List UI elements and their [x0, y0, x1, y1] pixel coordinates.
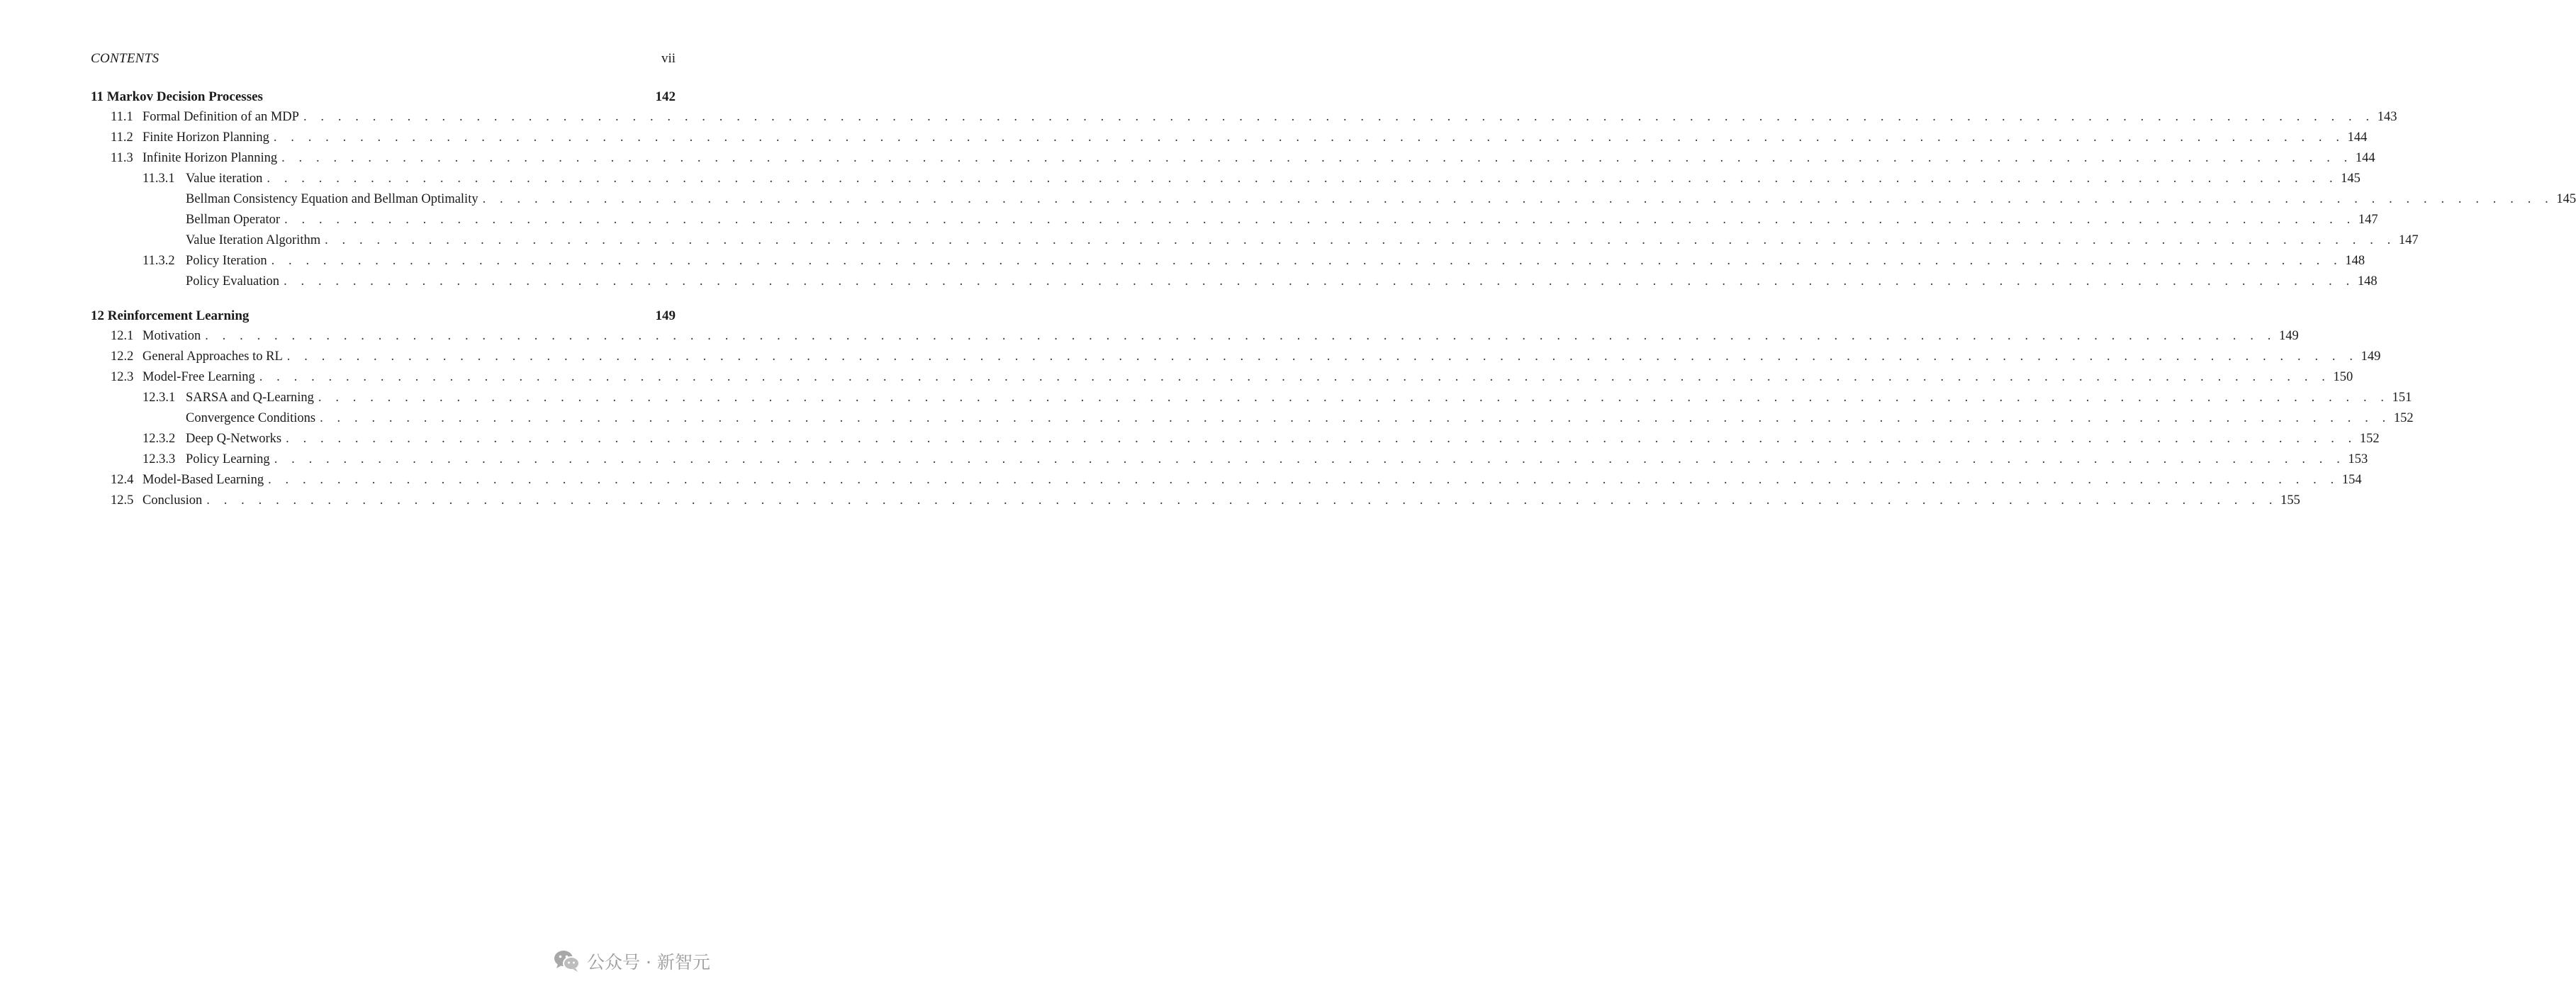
- toc-entry: [91, 172, 2361, 192]
- entry-title: Value iteration: [186, 172, 263, 186]
- chapter-title: 12 Reinforcement Learning: [91, 308, 250, 323]
- entry-number: 11.3: [111, 151, 133, 165]
- entry-page-number: 154: [2341, 473, 2362, 487]
- toc-chapter: [91, 89, 676, 110]
- dot-leader: . . . . . . . . . . . . . . . . . . . . . . . . . . . . . . . . . . . . . . . . . . . . . . . . . . . . . . . . . . . . . . . . . . . . . . . . . . . . . . . . . . . . . . . . . . . . . . . . . . . . . . . . . . . . . . . . . . . . . . . .: [284, 274, 2355, 289]
- dot-leader: . . . . . . . . . . . . . . . . . . . . . . . . . . . . . . . . . . . . . . . . . . . . . . . . . . . . . . . . . . . . . . . . . . . . . . . . . . . . . . . . . . . . . . . . . . . . . . . . . . . . . . . . . . . . . . . . . . . . . . . .: [318, 391, 2390, 405]
- toc-entry: [91, 473, 2362, 493]
- dot-leader: . . . . . . . . . . . . . . . . . . . . . . . . . . . . . . . . . . . . . . . . . . . . . . . . . . . . . . . . . . . . . . . . . . . . . . . . . . . . . . . . . . . . . . . . . . . . . . . . . . . . . . . . . . . . . . . . . . . . . . . .: [259, 370, 2331, 384]
- entry-number: 12.3.2: [142, 432, 176, 446]
- dot-leader: . . . . . . . . . . . . . . . . . . . . . . . . . . . . . . . . . . . . . . . . . . . . . . . . . . . . . . . . . . . . . . . . . . . . . . . . . . . . . . . . . . . . . . . . . . . . . . . . . . . . . . . . . . . . . . . . . . . . . . . .: [268, 473, 2339, 487]
- watermark-text: 公众号 · 新智元: [587, 952, 710, 973]
- entry-page-number: 147: [2398, 233, 2419, 247]
- entry-title: Formal Definition of an MDP: [142, 110, 299, 124]
- dot-leader: . . . . . . . . . . . . . . . . . . . . . . . . . . . . . . . . . . . . . . . . . . . . . . . . . . . . . . . . . . . . . . . . . . . . . . . . . . . . . . . . . . . . . . . . . . . . . . . . . . . . . . . . . . . . . . . . . . . . . . . .: [482, 192, 2554, 206]
- running-header: [91, 51, 676, 71]
- toc-entry: [91, 213, 2378, 233]
- entry-page-number: 153: [2348, 452, 2368, 466]
- toc-entry: [91, 411, 2414, 432]
- entry-page-number: 148: [2357, 274, 2378, 289]
- entry-page-number: 151: [2392, 391, 2412, 405]
- toc-entry: [91, 432, 2380, 452]
- entry-title: SARSA and Q-Learning: [186, 391, 314, 405]
- entry-number: 11.2: [111, 130, 133, 145]
- toc-entry: [91, 349, 2381, 370]
- running-title: CONTENTS: [91, 51, 159, 66]
- entry-title: Value Iteration Algorithm: [186, 233, 321, 247]
- entry-page-number: 144: [2347, 130, 2368, 145]
- chapter-title: 11 Markov Decision Processes: [91, 89, 263, 104]
- toc-entry: [91, 493, 2300, 514]
- toc-entry: [91, 110, 2397, 130]
- entry-title: Convergence Conditions: [186, 411, 316, 425]
- entry-page-number: 150: [2333, 370, 2353, 384]
- entry-title: Model-Based Learning: [142, 473, 264, 487]
- entry-page-number: 145: [2556, 192, 2576, 206]
- toc-entry: [91, 370, 2353, 391]
- entry-number: 12.3: [111, 370, 134, 384]
- entry-number: 12.5: [111, 493, 134, 508]
- dot-leader: . . . . . . . . . . . . . . . . . . . . . . . . . . . . . . . . . . . . . . . . . . . . . . . . . . . . . . . . . . . . . . . . . . . . . . . . . . . . . . . . . . . . . . . . . . . . . . . . . . . . . . . . . . . . . . . . . . . . . . . .: [273, 130, 2345, 145]
- entry-number: 11.3.2: [142, 254, 175, 268]
- page-number: vii: [661, 51, 676, 66]
- dot-leader: . . . . . . . . . . . . . . . . . . . . . . . . . . . . . . . . . . . . . . . . . . . . . . . . . . . . . . . . . . . . . . . . . . . . . . . . . . . . . . . . . . . . . . . . . . . . . . . . . . . . . . . . . . . . . . . . . . . . . . . .: [267, 172, 2339, 186]
- chapter-page-number: 142: [655, 89, 676, 104]
- entry-page-number: 149: [2279, 329, 2299, 343]
- toc-entry: [91, 452, 2368, 473]
- entry-title: Bellman Operator: [186, 213, 281, 227]
- dot-leader: . . . . . . . . . . . . . . . . . . . . . . . . . . . . . . . . . . . . . . . . . . . . . . . . . . . . . . . . . . . . . . . . . . . . . . . . . . . . . . . . . . . . . . . . . . . . . . . . . . . . . . . . . . . . . . . . . . . . . . . .: [286, 349, 2358, 364]
- toc-entry: [91, 151, 2375, 172]
- toc-entry: [91, 274, 2378, 295]
- dot-leader: . . . . . . . . . . . . . . . . . . . . . . . . . . . . . . . . . . . . . . . . . . . . . . . . . . . . . . . . . . . . . . . . . . . . . . . . . . . . . . . . . . . . . . . . . . . . . . . . . . . . . . . . . . . . . . . . . . . . . . . .: [286, 432, 2357, 446]
- entry-title: Deep Q-Networks: [186, 432, 282, 446]
- toc-entry: [91, 192, 2576, 213]
- entry-title: Motivation: [142, 329, 201, 343]
- entry-title: General Approaches to RL: [142, 349, 283, 364]
- toc-entry: [91, 130, 2368, 151]
- entry-page-number: 152: [2359, 432, 2380, 446]
- entry-number: 12.2: [111, 349, 134, 364]
- entry-page-number: 152: [2393, 411, 2414, 425]
- toc-entry: [91, 233, 2419, 254]
- dot-leader: . . . . . . . . . . . . . . . . . . . . . . . . . . . . . . . . . . . . . . . . . . . . . . . . . . . . . . . . . . . . . . . . . . . . . . . . . . . . . . . . . . . . . . . . . . . . . . . . . . . . . . . . . . . . . . . . . . . . . . . .: [303, 110, 2375, 124]
- entry-number: 12.4: [111, 473, 134, 487]
- chapter-page-number: 149: [655, 308, 676, 323]
- entry-page-number: 144: [2355, 151, 2375, 165]
- toc-chapter: [91, 308, 676, 329]
- dot-leader: . . . . . . . . . . . . . . . . . . . . . . . . . . . . . . . . . . . . . . . . . . . . . . . . . . . . . . . . . . . . . . . . . . . . . . . . . . . . . . . . . . . . . . . . . . . . . . . . . . . . . . . . . . . . . . . . . . . . . . . .: [320, 411, 2391, 425]
- dot-leader: . . . . . . . . . . . . . . . . . . . . . . . . . . . . . . . . . . . . . . . . . . . . . . . . . . . . . . . . . . . . . . . . . . . . . . . . . . . . . . . . . . . . . . . . . . . . . . . . . . . . . . . . . . . . . . . . . . . . . . . .: [205, 329, 2277, 343]
- entry-page-number: 155: [2280, 493, 2300, 508]
- entry-page-number: 149: [2361, 349, 2381, 364]
- dot-leader: . . . . . . . . . . . . . . . . . . . . . . . . . . . . . . . . . . . . . . . . . . . . . . . . . . . . . . . . . . . . . . . . . . . . . . . . . . . . . . . . . . . . . . . . . . . . . . . . . . . . . . . . . . . . . . . . . . . . . . . .: [271, 254, 2343, 268]
- entry-page-number: 148: [2345, 254, 2365, 268]
- dot-leader: . . . . . . . . . . . . . . . . . . . . . . . . . . . . . . . . . . . . . . . . . . . . . . . . . . . . . . . . . . . . . . . . . . . . . . . . . . . . . . . . . . . . . . . . . . . . . . . . . . . . . . . . . . . . . . . . . . . . . . . .: [274, 452, 2346, 466]
- table-of-contents: [91, 89, 2576, 514]
- entry-title: Finite Horizon Planning: [142, 130, 269, 145]
- entry-number: 11.1: [111, 110, 133, 124]
- entry-number: 11.3.1: [142, 172, 175, 186]
- dot-leader: . . . . . . . . . . . . . . . . . . . . . . . . . . . . . . . . . . . . . . . . . . . . . . . . . . . . . . . . . . . . . . . . . . . . . . . . . . . . . . . . . . . . . . . . . . . . . . . . . . . . . . . . . . . . . . . . . . . . . . . .: [281, 151, 2353, 165]
- entry-title: Policy Evaluation: [186, 274, 280, 289]
- toc-entry: [91, 329, 2299, 349]
- entry-page-number: 143: [2377, 110, 2397, 124]
- entry-page-number: 145: [2341, 172, 2361, 186]
- entry-number: 12.1: [111, 329, 134, 343]
- entry-page-number: 147: [2358, 213, 2378, 227]
- entry-title: Bellman Consistency Equation and Bellman Optimality: [186, 192, 478, 206]
- entry-number: 12.3.1: [142, 391, 176, 405]
- toc-entry: [91, 254, 2365, 274]
- toc-entry: [91, 391, 2412, 411]
- entry-title: Infinite Horizon Planning: [142, 151, 278, 165]
- entry-title: Policy Iteration: [186, 254, 267, 268]
- entry-title: Conclusion: [142, 493, 203, 508]
- watermark: [553, 947, 744, 975]
- dot-leader: . . . . . . . . . . . . . . . . . . . . . . . . . . . . . . . . . . . . . . . . . . . . . . . . . . . . . . . . . . . . . . . . . . . . . . . . . . . . . . . . . . . . . . . . . . . . . . . . . . . . . . . . . . . . . . . . . . . . . . . .: [284, 213, 2356, 227]
- wechat-icon: [553, 949, 581, 973]
- dot-leader: . . . . . . . . . . . . . . . . . . . . . . . . . . . . . . . . . . . . . . . . . . . . . . . . . . . . . . . . . . . . . . . . . . . . . . . . . . . . . . . . . . . . . . . . . . . . . . . . . . . . . . . . . . . . . . . . . . . . . . . .: [206, 493, 2278, 508]
- entry-number: 12.3.3: [142, 452, 176, 466]
- entry-title: Policy Learning: [186, 452, 270, 466]
- dot-leader: . . . . . . . . . . . . . . . . . . . . . . . . . . . . . . . . . . . . . . . . . . . . . . . . . . . . . . . . . . . . . . . . . . . . . . . . . . . . . . . . . . . . . . . . . . . . . . . . . . . . . . . . . . . . . . . . . . . . . . . .: [325, 233, 2396, 247]
- entry-title: Model-Free Learning: [142, 370, 255, 384]
